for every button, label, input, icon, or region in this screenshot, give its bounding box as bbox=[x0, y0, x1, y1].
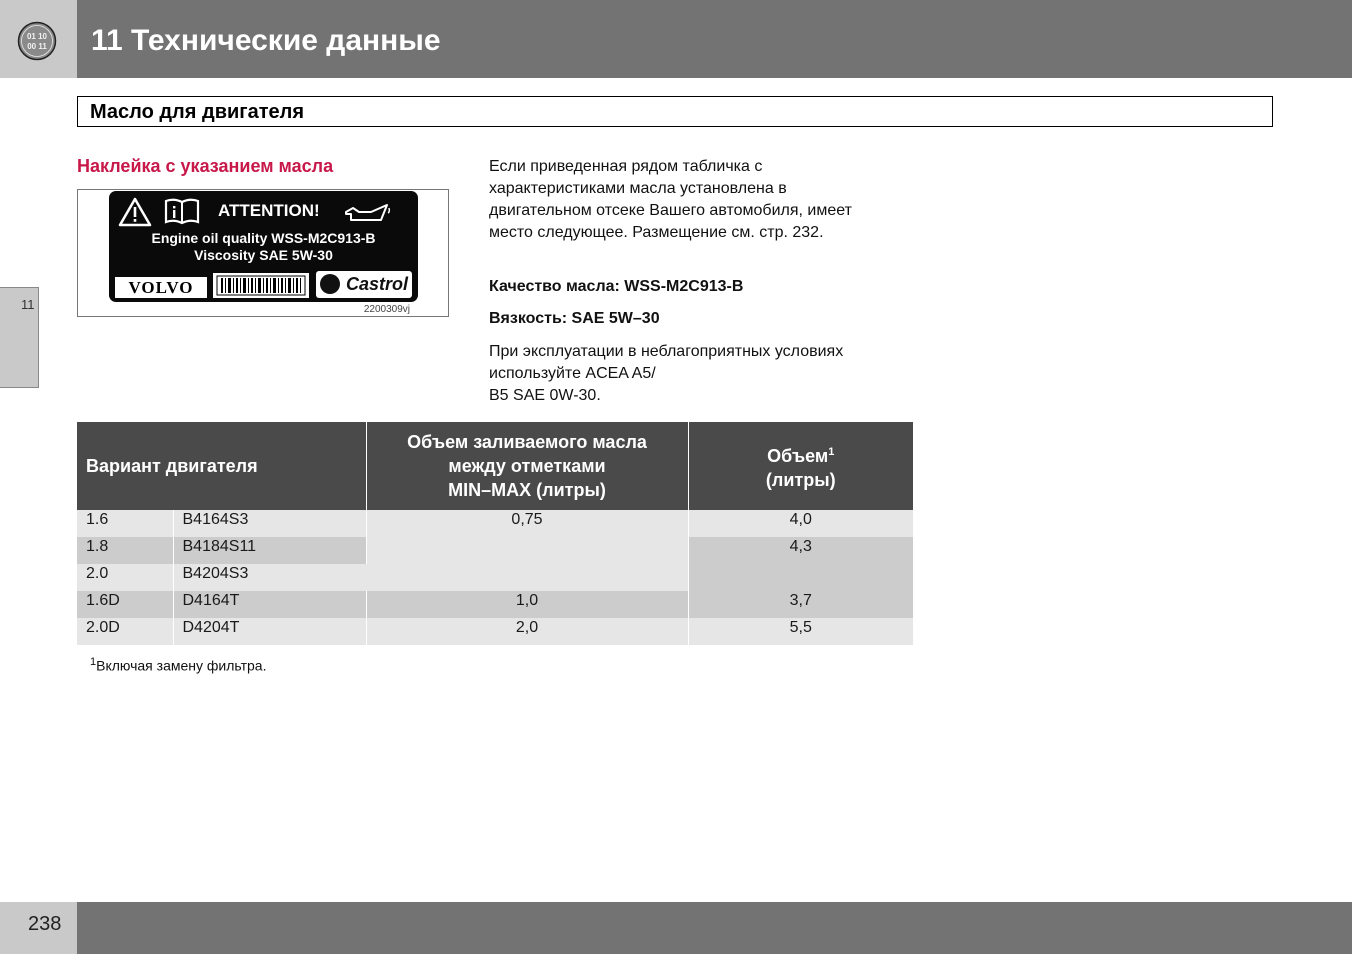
sticker-attention: ATTENTION! bbox=[218, 201, 320, 220]
header-volume-label: Объем bbox=[767, 446, 829, 466]
min-max-volume: 0,75 bbox=[366, 510, 688, 591]
oil-quality-line: Качество масла: WSS-M2C913-B bbox=[489, 278, 744, 295]
sticker-viscosity: Viscosity SAE 5W-30 bbox=[194, 247, 333, 263]
barcode-icon bbox=[213, 273, 309, 298]
castrol-logo-text: Castrol bbox=[345, 274, 408, 294]
engine-code: B4184S11 bbox=[173, 537, 366, 564]
engine-variant: 1.6D bbox=[77, 591, 173, 618]
oil-can-icon bbox=[343, 200, 391, 226]
chapter-icon-text-1: 01 10 bbox=[26, 32, 48, 41]
sticker-image-code: 2200309vj bbox=[363, 304, 410, 315]
viscosity-line: Вязкость: SAE 5W–30 bbox=[489, 310, 660, 327]
intro-paragraph: Если приведенная рядом табличка с характеристиками масла установлена в двигательном отсеке Вашего автомобиля, имеет место следующее. Размещение см. стр. 232. bbox=[489, 158, 852, 241]
total-volume: 4,0 bbox=[688, 510, 913, 537]
engine-code: B4164S3 bbox=[173, 510, 366, 537]
header-engine-variant: Вариант двигателя bbox=[77, 422, 366, 510]
header-min-max-line-3: MIN–MAX (литры) bbox=[448, 480, 606, 500]
chapter-title: 11 Технические данные bbox=[91, 24, 441, 57]
footnote-text: Включая замену фильтра. bbox=[96, 657, 267, 674]
header-volume-footnote-mark: 1 bbox=[828, 446, 835, 458]
total-volume: 4,3 bbox=[688, 537, 913, 591]
table-row bbox=[77, 618, 913, 645]
section-title: Масло для двигателя bbox=[90, 101, 305, 123]
severe-conditions-paragraph bbox=[489, 341, 869, 407]
header-bar bbox=[77, 0, 1352, 78]
engine-code: D4164T bbox=[173, 591, 366, 618]
total-volume: 3,7 bbox=[688, 591, 913, 618]
severe-conditions-line-1: При эксплуатации в неблагоприятных условиях используйте ACEA A5/ bbox=[489, 343, 844, 382]
chapter-icon-text-2: 00 11 bbox=[27, 42, 47, 51]
header-min-max-line-2: между отметками bbox=[448, 456, 606, 476]
page-number: 238 bbox=[28, 913, 62, 935]
chapter-icon bbox=[17, 21, 57, 61]
header-total-volume bbox=[688, 422, 913, 510]
castrol-emblem-icon bbox=[320, 274, 340, 294]
table-row bbox=[77, 591, 913, 618]
severe-conditions-line-2: B5 SAE 0W-30. bbox=[489, 387, 601, 404]
manual-book-icon bbox=[164, 197, 200, 225]
header-min-max-line-1: Объем заливаемого масла bbox=[407, 432, 647, 452]
oil-sticker-image bbox=[77, 189, 449, 317]
section-title-box bbox=[77, 96, 1273, 127]
warning-triangle-icon bbox=[118, 197, 152, 227]
oil-capacity-table bbox=[77, 422, 913, 645]
header-volume-unit: (литры) bbox=[765, 470, 836, 490]
table-footnote bbox=[90, 656, 266, 674]
engine-variant: 1.8 bbox=[77, 537, 173, 564]
chapter-side-tab bbox=[0, 287, 39, 388]
page-number-box bbox=[0, 902, 77, 954]
sticker-heading: Наклейка с указанием масла bbox=[77, 156, 334, 176]
sticker-oil-quality: Engine oil quality WSS-M2C913-B bbox=[151, 230, 376, 246]
header-min-max-volume bbox=[366, 422, 688, 510]
castrol-logo bbox=[316, 271, 412, 298]
engine-code: B4204S3 bbox=[173, 564, 366, 591]
volvo-logo: VOLVO bbox=[115, 277, 207, 298]
min-max-volume: 1,0 bbox=[366, 591, 688, 618]
chapter-icon-box bbox=[0, 0, 77, 78]
total-volume: 5,5 bbox=[688, 618, 913, 645]
min-max-volume: 2,0 bbox=[366, 618, 688, 645]
engine-code: D4204T bbox=[173, 618, 366, 645]
side-tab-label: 11 bbox=[21, 297, 35, 312]
footnote-mark: 1 bbox=[90, 656, 97, 668]
table-row bbox=[77, 510, 913, 537]
oil-sticker bbox=[109, 191, 418, 302]
footer-bar bbox=[77, 902, 1352, 954]
engine-variant: 1.6 bbox=[77, 510, 173, 537]
table-header-row bbox=[77, 422, 913, 510]
engine-variant: 2.0 bbox=[77, 564, 173, 591]
engine-variant: 2.0D bbox=[77, 618, 173, 645]
